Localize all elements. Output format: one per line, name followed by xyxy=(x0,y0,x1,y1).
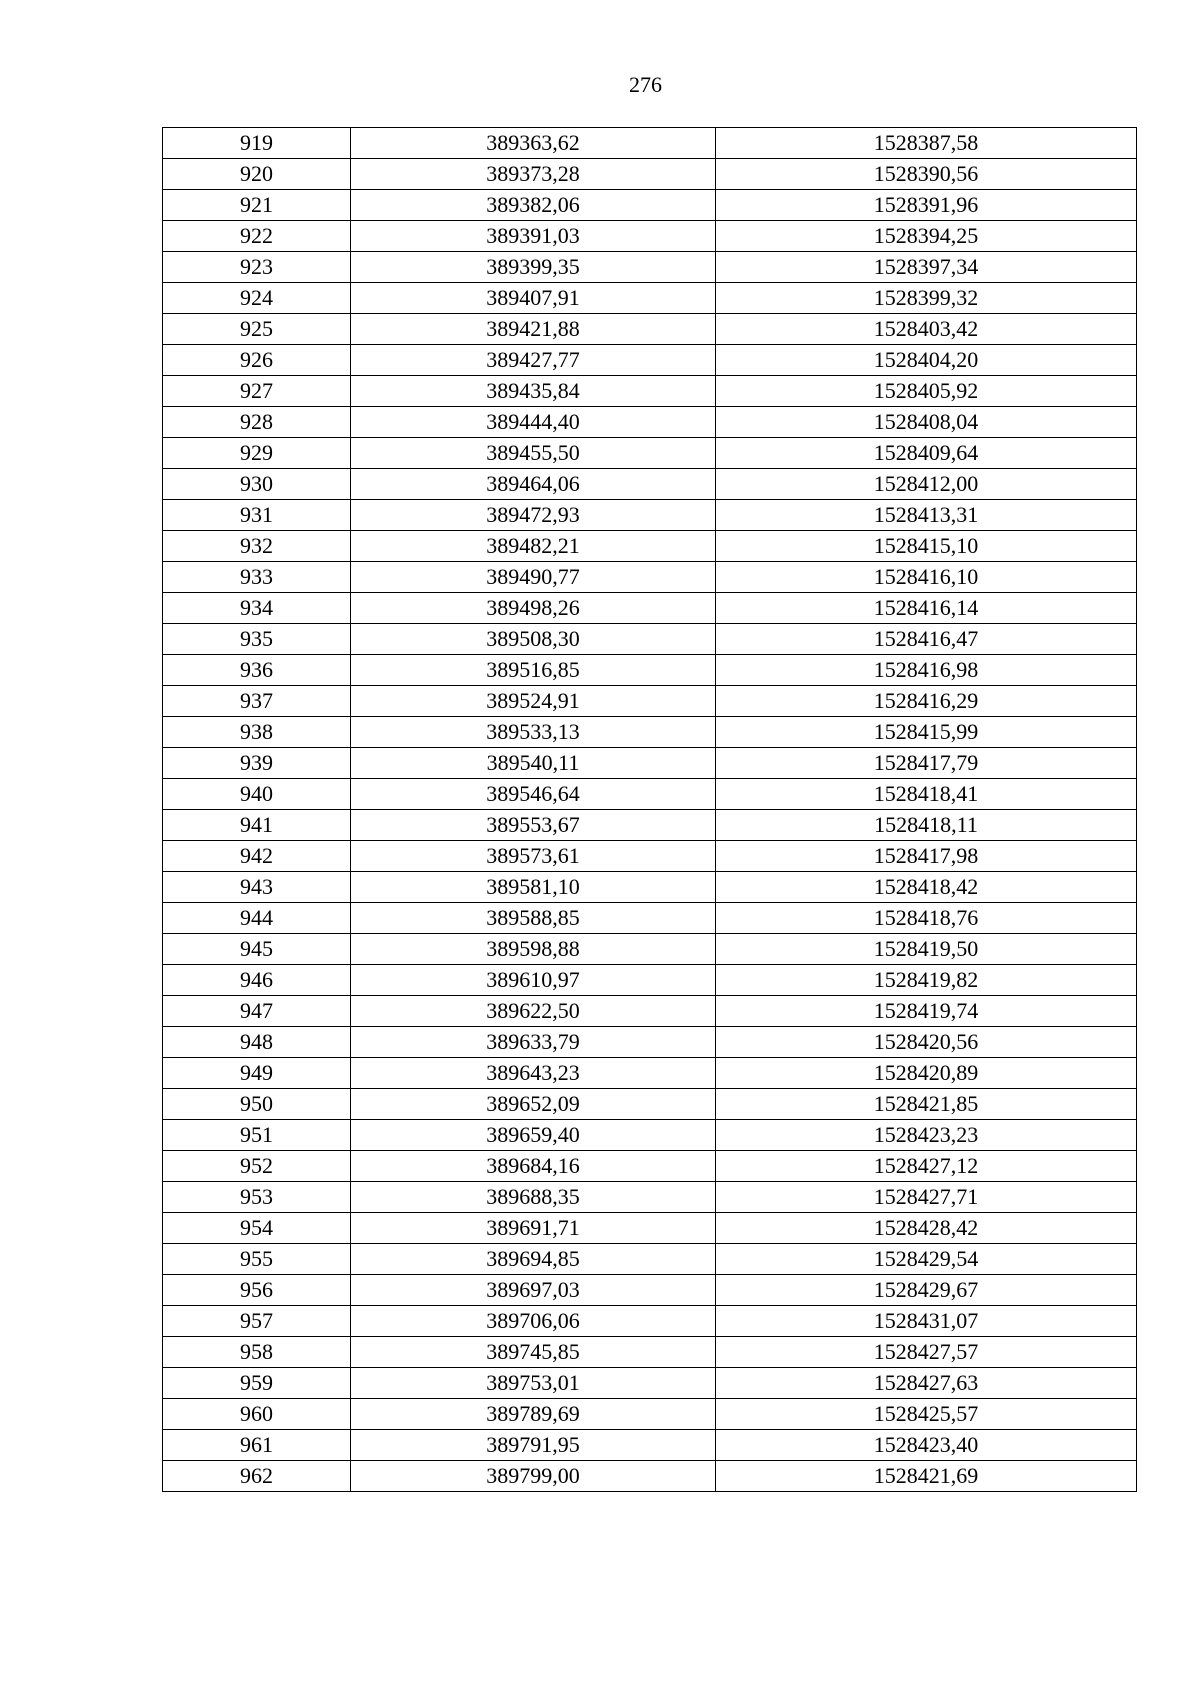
y-coordinate-cell: 1528429,54 xyxy=(716,1244,1137,1275)
point-number-cell: 928 xyxy=(163,407,351,438)
table-row xyxy=(163,1213,1137,1244)
x-coordinate-cell: 389435,84 xyxy=(351,376,716,407)
y-coordinate-cell: 1528394,25 xyxy=(716,221,1137,252)
point-number-cell: 933 xyxy=(163,562,351,593)
x-coordinate-cell: 389421,88 xyxy=(351,314,716,345)
point-number-cell: 930 xyxy=(163,469,351,500)
table-row xyxy=(163,779,1137,810)
point-number-cell: 937 xyxy=(163,686,351,717)
x-coordinate-cell: 389444,40 xyxy=(351,407,716,438)
point-number-cell: 953 xyxy=(163,1182,351,1213)
x-coordinate-cell: 389706,06 xyxy=(351,1306,716,1337)
point-number-cell: 962 xyxy=(163,1461,351,1492)
x-coordinate-cell: 389581,10 xyxy=(351,872,716,903)
x-coordinate-cell: 389691,71 xyxy=(351,1213,716,1244)
table-row xyxy=(163,407,1137,438)
coordinates-table xyxy=(162,127,1137,1492)
x-coordinate-cell: 389464,06 xyxy=(351,469,716,500)
x-coordinate-cell: 389684,16 xyxy=(351,1151,716,1182)
x-coordinate-cell: 389546,64 xyxy=(351,779,716,810)
point-number-cell: 920 xyxy=(163,159,351,190)
x-coordinate-cell: 389622,50 xyxy=(351,996,716,1027)
x-coordinate-cell: 389391,03 xyxy=(351,221,716,252)
y-coordinate-cell: 1528418,76 xyxy=(716,903,1137,934)
point-number-cell: 949 xyxy=(163,1058,351,1089)
x-coordinate-cell: 389508,30 xyxy=(351,624,716,655)
y-coordinate-cell: 1528391,96 xyxy=(716,190,1137,221)
y-coordinate-cell: 1528405,92 xyxy=(716,376,1137,407)
table-row xyxy=(163,1275,1137,1306)
point-number-cell: 944 xyxy=(163,903,351,934)
x-coordinate-cell: 389633,79 xyxy=(351,1027,716,1058)
point-number-cell: 922 xyxy=(163,221,351,252)
x-coordinate-cell: 389652,09 xyxy=(351,1089,716,1120)
x-coordinate-cell: 389598,88 xyxy=(351,934,716,965)
point-number-cell: 939 xyxy=(163,748,351,779)
x-coordinate-cell: 389553,67 xyxy=(351,810,716,841)
y-coordinate-cell: 1528421,85 xyxy=(716,1089,1137,1120)
y-coordinate-cell: 1528399,32 xyxy=(716,283,1137,314)
x-coordinate-cell: 389643,23 xyxy=(351,1058,716,1089)
point-number-cell: 923 xyxy=(163,252,351,283)
x-coordinate-cell: 389659,40 xyxy=(351,1120,716,1151)
point-number-cell: 946 xyxy=(163,965,351,996)
table-row xyxy=(163,1058,1137,1089)
y-coordinate-cell: 1528428,42 xyxy=(716,1213,1137,1244)
table-row xyxy=(163,1182,1137,1213)
point-number-cell: 935 xyxy=(163,624,351,655)
x-coordinate-cell: 389524,91 xyxy=(351,686,716,717)
y-coordinate-cell: 1528408,04 xyxy=(716,407,1137,438)
table-row xyxy=(163,500,1137,531)
point-number-cell: 958 xyxy=(163,1337,351,1368)
point-number-cell: 921 xyxy=(163,190,351,221)
y-coordinate-cell: 1528403,42 xyxy=(716,314,1137,345)
y-coordinate-cell: 1528419,74 xyxy=(716,996,1137,1027)
y-coordinate-cell: 1528417,98 xyxy=(716,841,1137,872)
table-row xyxy=(163,903,1137,934)
point-number-cell: 952 xyxy=(163,1151,351,1182)
y-coordinate-cell: 1528431,07 xyxy=(716,1306,1137,1337)
y-coordinate-cell: 1528427,12 xyxy=(716,1151,1137,1182)
table-row xyxy=(163,1368,1137,1399)
table-row xyxy=(163,1089,1137,1120)
y-coordinate-cell: 1528415,99 xyxy=(716,717,1137,748)
point-number-cell: 924 xyxy=(163,283,351,314)
y-coordinate-cell: 1528427,57 xyxy=(716,1337,1137,1368)
y-coordinate-cell: 1528404,20 xyxy=(716,345,1137,376)
table-row xyxy=(163,872,1137,903)
table-row xyxy=(163,438,1137,469)
y-coordinate-cell: 1528418,42 xyxy=(716,872,1137,903)
point-number-cell: 961 xyxy=(163,1430,351,1461)
table-row xyxy=(163,252,1137,283)
y-coordinate-cell: 1528413,31 xyxy=(716,500,1137,531)
x-coordinate-cell: 389490,77 xyxy=(351,562,716,593)
x-coordinate-cell: 389472,93 xyxy=(351,500,716,531)
table-row xyxy=(163,717,1137,748)
y-coordinate-cell: 1528429,67 xyxy=(716,1275,1137,1306)
point-number-cell: 927 xyxy=(163,376,351,407)
y-coordinate-cell: 1528427,71 xyxy=(716,1182,1137,1213)
y-coordinate-cell: 1528418,41 xyxy=(716,779,1137,810)
x-coordinate-cell: 389688,35 xyxy=(351,1182,716,1213)
x-coordinate-cell: 389363,62 xyxy=(351,128,716,159)
table-row xyxy=(163,128,1137,159)
x-coordinate-cell: 389516,85 xyxy=(351,655,716,686)
table-row xyxy=(163,655,1137,686)
x-coordinate-cell: 389498,26 xyxy=(351,593,716,624)
table-row xyxy=(163,314,1137,345)
y-coordinate-cell: 1528419,82 xyxy=(716,965,1137,996)
y-coordinate-cell: 1528423,23 xyxy=(716,1120,1137,1151)
y-coordinate-cell: 1528409,64 xyxy=(716,438,1137,469)
table-row xyxy=(163,159,1137,190)
point-number-cell: 945 xyxy=(163,934,351,965)
page-number: 276 xyxy=(629,72,662,97)
table-row xyxy=(163,1337,1137,1368)
table-row xyxy=(163,934,1137,965)
point-number-cell: 938 xyxy=(163,717,351,748)
y-coordinate-cell: 1528418,11 xyxy=(716,810,1137,841)
x-coordinate-cell: 389745,85 xyxy=(351,1337,716,1368)
point-number-cell: 926 xyxy=(163,345,351,376)
point-number-cell: 936 xyxy=(163,655,351,686)
table-row xyxy=(163,841,1137,872)
y-coordinate-cell: 1528425,57 xyxy=(716,1399,1137,1430)
table-row xyxy=(163,531,1137,562)
table-row xyxy=(163,593,1137,624)
x-coordinate-cell: 389694,85 xyxy=(351,1244,716,1275)
x-coordinate-cell: 389697,03 xyxy=(351,1275,716,1306)
table-row xyxy=(163,686,1137,717)
x-coordinate-cell: 389533,13 xyxy=(351,717,716,748)
table-row xyxy=(163,965,1137,996)
x-coordinate-cell: 389382,06 xyxy=(351,190,716,221)
x-coordinate-cell: 389399,35 xyxy=(351,252,716,283)
x-coordinate-cell: 389610,97 xyxy=(351,965,716,996)
table-row xyxy=(163,1399,1137,1430)
y-coordinate-cell: 1528416,47 xyxy=(716,624,1137,655)
x-coordinate-cell: 389427,77 xyxy=(351,345,716,376)
y-coordinate-cell: 1528423,40 xyxy=(716,1430,1137,1461)
point-number-cell: 931 xyxy=(163,500,351,531)
table-row xyxy=(163,748,1137,779)
table-row xyxy=(163,624,1137,655)
y-coordinate-cell: 1528412,00 xyxy=(716,469,1137,500)
table-row xyxy=(163,810,1137,841)
table-row xyxy=(163,283,1137,314)
point-number-cell: 925 xyxy=(163,314,351,345)
table-row xyxy=(163,190,1137,221)
y-coordinate-cell: 1528416,10 xyxy=(716,562,1137,593)
x-coordinate-cell: 389482,21 xyxy=(351,531,716,562)
y-coordinate-cell: 1528415,10 xyxy=(716,531,1137,562)
point-number-cell: 919 xyxy=(163,128,351,159)
point-number-cell: 934 xyxy=(163,593,351,624)
coordinates-table-body xyxy=(163,128,1137,1492)
point-number-cell: 951 xyxy=(163,1120,351,1151)
point-number-cell: 950 xyxy=(163,1089,351,1120)
y-coordinate-cell: 1528416,14 xyxy=(716,593,1137,624)
point-number-cell: 956 xyxy=(163,1275,351,1306)
point-number-cell: 954 xyxy=(163,1213,351,1244)
y-coordinate-cell: 1528417,79 xyxy=(716,748,1137,779)
point-number-cell: 943 xyxy=(163,872,351,903)
table-row xyxy=(163,1461,1137,1492)
x-coordinate-cell: 389373,28 xyxy=(351,159,716,190)
table-row xyxy=(163,1027,1137,1058)
x-coordinate-cell: 389540,11 xyxy=(351,748,716,779)
table-row xyxy=(163,345,1137,376)
point-number-cell: 932 xyxy=(163,531,351,562)
x-coordinate-cell: 389799,00 xyxy=(351,1461,716,1492)
x-coordinate-cell: 389789,69 xyxy=(351,1399,716,1430)
table-row xyxy=(163,221,1137,252)
point-number-cell: 948 xyxy=(163,1027,351,1058)
point-number-cell: 955 xyxy=(163,1244,351,1275)
point-number-cell: 929 xyxy=(163,438,351,469)
x-coordinate-cell: 389588,85 xyxy=(351,903,716,934)
table-row xyxy=(163,469,1137,500)
x-coordinate-cell: 389791,95 xyxy=(351,1430,716,1461)
table-row xyxy=(163,376,1137,407)
table-row xyxy=(163,996,1137,1027)
point-number-cell: 959 xyxy=(163,1368,351,1399)
point-number-cell: 940 xyxy=(163,779,351,810)
y-coordinate-cell: 1528420,56 xyxy=(716,1027,1137,1058)
y-coordinate-cell: 1528421,69 xyxy=(716,1461,1137,1492)
table-row xyxy=(163,1244,1137,1275)
y-coordinate-cell: 1528420,89 xyxy=(716,1058,1137,1089)
y-coordinate-cell: 1528387,58 xyxy=(716,128,1137,159)
point-number-cell: 941 xyxy=(163,810,351,841)
y-coordinate-cell: 1528416,29 xyxy=(716,686,1137,717)
point-number-cell: 942 xyxy=(163,841,351,872)
x-coordinate-cell: 389573,61 xyxy=(351,841,716,872)
y-coordinate-cell: 1528397,34 xyxy=(716,252,1137,283)
y-coordinate-cell: 1528416,98 xyxy=(716,655,1137,686)
x-coordinate-cell: 389455,50 xyxy=(351,438,716,469)
table-row xyxy=(163,1430,1137,1461)
y-coordinate-cell: 1528419,50 xyxy=(716,934,1137,965)
y-coordinate-cell: 1528390,56 xyxy=(716,159,1137,190)
point-number-cell: 947 xyxy=(163,996,351,1027)
table-row xyxy=(163,1306,1137,1337)
x-coordinate-cell: 389407,91 xyxy=(351,283,716,314)
y-coordinate-cell: 1528427,63 xyxy=(716,1368,1137,1399)
x-coordinate-cell: 389753,01 xyxy=(351,1368,716,1399)
point-number-cell: 957 xyxy=(163,1306,351,1337)
table-row xyxy=(163,1120,1137,1151)
point-number-cell: 960 xyxy=(163,1399,351,1430)
table-row xyxy=(163,562,1137,593)
table-row xyxy=(163,1151,1137,1182)
